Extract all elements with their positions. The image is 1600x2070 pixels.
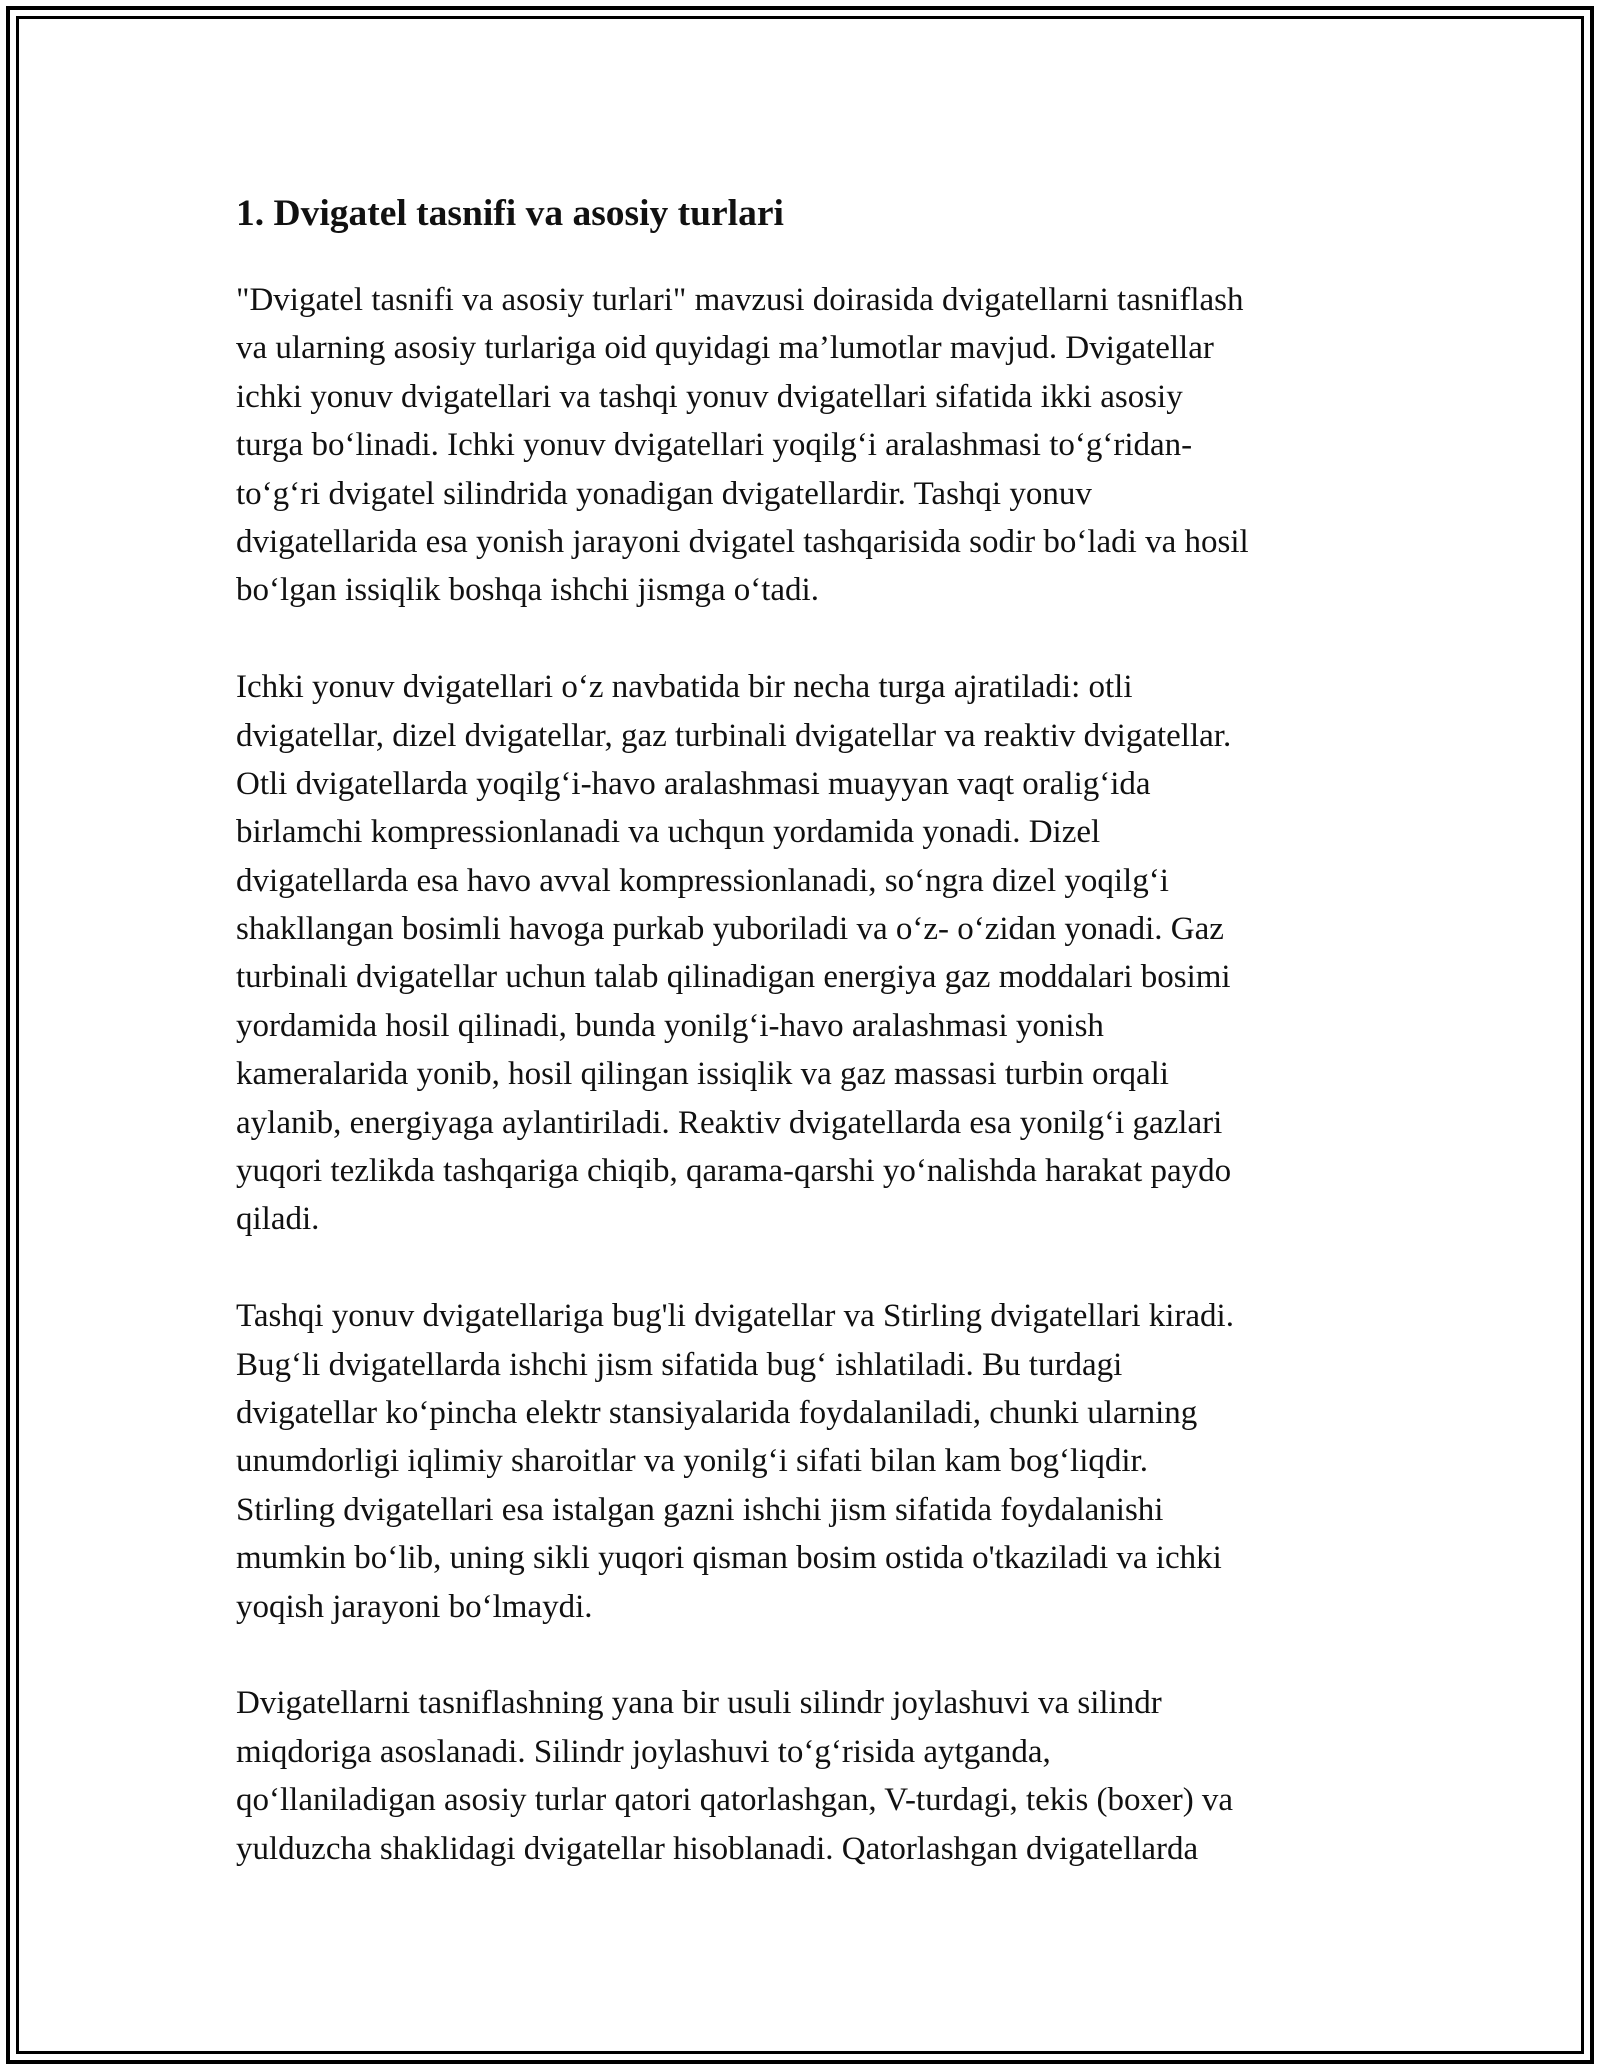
text-line: Dvigatellarni tasniflashning yana bir usuli silindr joylashuvi va silindr [236, 1685, 1162, 1722]
text-line: shakllangan bosimli havoga purkab yuboriladi va o‘z- o‘zidan yonadi. Gaz [236, 911, 1224, 948]
paragraph-2 [236, 663, 1376, 1244]
text-line: bo‘lgan issiqlik boshqa ishchi jismga o‘tadi. [236, 572, 819, 609]
text-line: yordamida hosil qilinadi, bunda yonilg‘i-havo aralashmasi yonish [236, 1007, 1104, 1044]
text-line: "Dvigatel tasnifi va asosiy turlari" mavzusi doirasida dvigatellarni tasniflash [236, 282, 1244, 318]
section-heading: 1. Dvigatel tasnifi va asosiy turlari [236, 193, 784, 234]
text-line: mumkin bo‘lib, uning sikli yuqori qisman bosim ostida o'tkaziladi va ichki [236, 1540, 1222, 1577]
text-line: birlamchi kompressionlanadi va uchqun yordamida yonadi. Dizel [236, 814, 1101, 851]
paragraph-1 [236, 276, 1376, 615]
text-line: ichki yonuv dvigatellari va tashqi yonuv dvigatellari sifatida ikki asosiy [236, 378, 1183, 415]
text-line: yulduzcha shaklidagi dvigatellar hisoblanadi. Qatorlashgan dvigatellarda [236, 1830, 1199, 1867]
text-line: yoqish jarayoni bo‘lmaydi. [236, 1588, 593, 1625]
text-line: dvigatellar ko‘pincha elektr stansiyalarida foydalaniladi, chunki ularning [236, 1394, 1198, 1431]
paragraph-4 [236, 1679, 1376, 1873]
text-line: va ularning asosiy turlariga oid quyidagi ma’lumotlar mavjud. Dvigatellar [236, 330, 1214, 367]
text-line: Otli dvigatellarda yoqilg‘i-havo aralashmasi muayyan vaqt oralig‘ida [236, 765, 1151, 802]
text-line: dvigatellarida esa yonish jarayoni dvigatel tashqarisida sodir bo‘ladi va hosil [236, 523, 1249, 560]
document-body [236, 186, 1376, 1921]
text-line: Bug‘li dvigatellarda ishchi jism sifatida bug‘ ishlatiladi. Bu turdagi [236, 1346, 1123, 1383]
text-line: aylanib, energiyaga aylantiriladi. Reaktiv dvigatellarda esa yonilg‘i gazlari [236, 1104, 1223, 1141]
text-line: qo‘llaniladigan asosiy turlar qatori qatorlashgan, V-turdagi, tekis (boxer) va [236, 1782, 1234, 1819]
text-line: qiladi. [236, 1201, 320, 1238]
text-line: turbinali dvigatellar uchun talab qilinadigan energiya gaz moddalari bosimi [236, 959, 1231, 996]
text-line: dvigatellarda esa havo avval kompressionlanadi, so‘ngra dizel yoqilg‘i [236, 862, 1169, 899]
text-line: yuqori tezlikda tashqariga chiqib, qarama-qarshi yo‘nalishda harakat paydo [236, 1153, 1232, 1190]
text-line: miqdoriga asoslanadi. Silindr joylashuvi to‘g‘risida aytganda, [236, 1733, 1051, 1770]
text-line: Tashqi yonuv dvigatellariga bug'li dvigatellar va Stirling dvigatellari kiradi. [236, 1298, 1234, 1335]
text-line: unumdorligi iqlimiy sharoitlar va yonilg‘i sifati bilan kam bog‘liqdir. [236, 1443, 1148, 1480]
text-line: to‘g‘ri dvigatel silindrida yonadigan dvigatellardir. Tashqi yonuv [236, 475, 1092, 512]
paragraph-3 [236, 1292, 1376, 1631]
text-line: Ichki yonuv dvigatellari o‘z navbatida bir necha turga ajratiladi: otli [236, 669, 1133, 706]
text-line: kameralarida yonib, hosil qilingan issiqlik va gaz massasi turbin orqali [236, 1056, 1169, 1093]
text-line: dvigatellar, dizel dvigatellar, gaz turbinali dvigatellar va reaktiv dvigatellar. [236, 717, 1232, 754]
text-line: Stirling dvigatellari esa istalgan gazni ishchi jism sifatida foydalanishi [236, 1491, 1164, 1528]
text-line: turga bo‘linadi. Ichki yonuv dvigatellari yoqilg‘i aralashmasi to‘g‘ridan- [236, 427, 1193, 464]
